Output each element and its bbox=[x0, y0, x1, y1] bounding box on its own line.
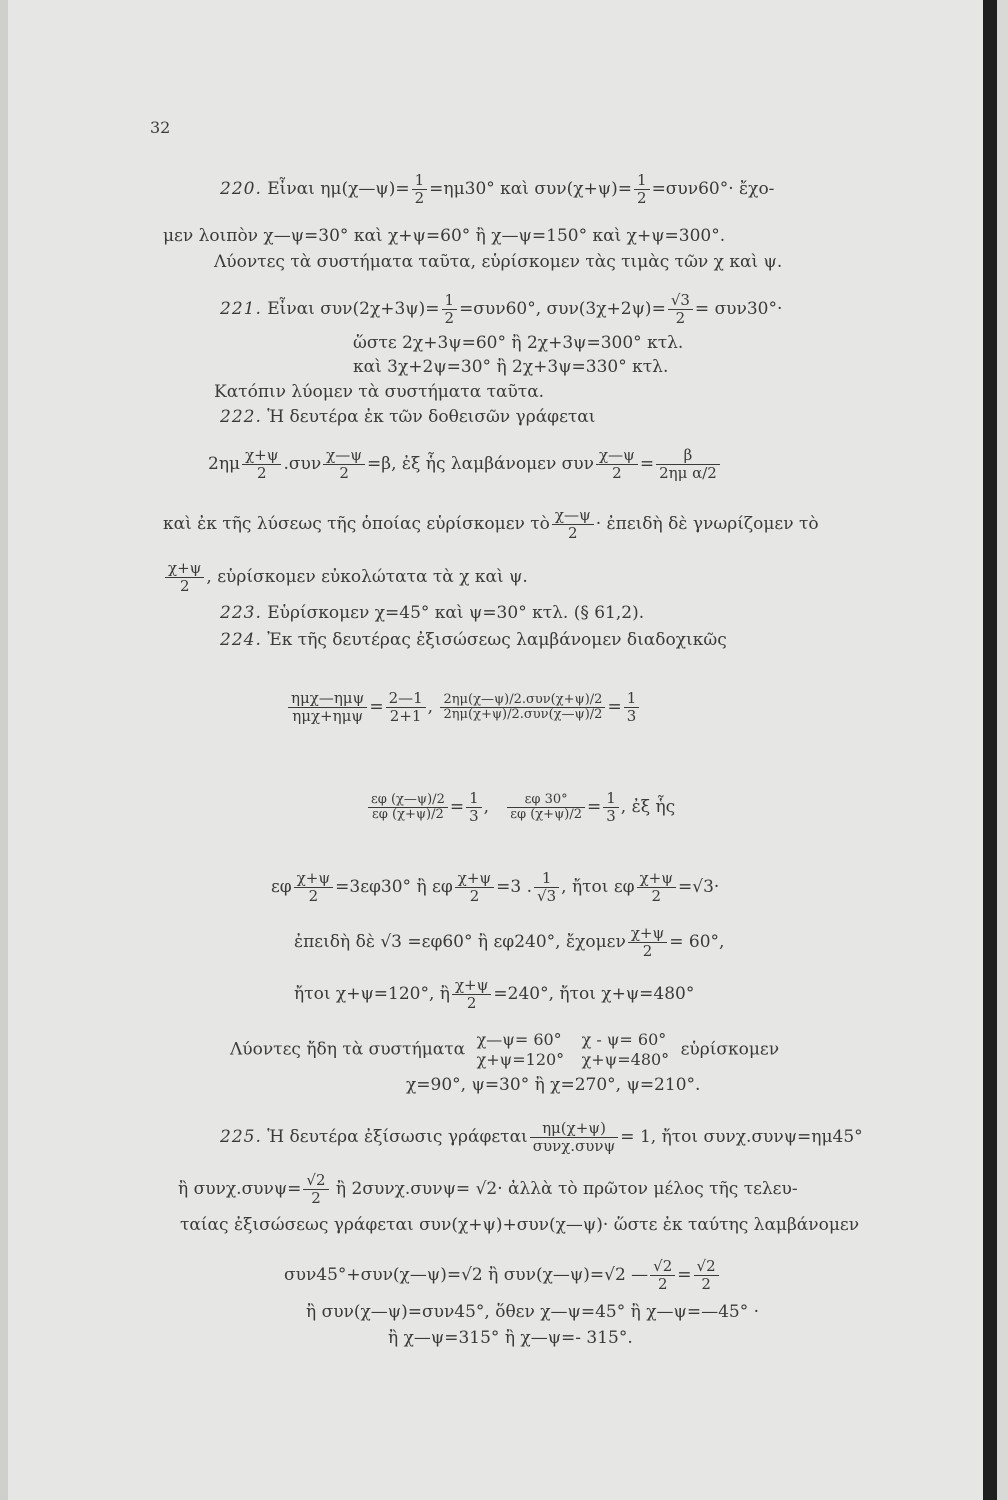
text: =β, ἐξ ἧς λαμβάνομεν συν bbox=[367, 454, 594, 474]
problem-220-line-1 bbox=[220, 172, 774, 207]
numerator: χ+ψ bbox=[455, 870, 494, 888]
problem-225-line-6: ἢ χ—ψ=315° ἢ χ—ψ=- 315°. bbox=[388, 1328, 633, 1348]
problem-225-line-5: ἢ συν(χ—ψ)=συν45°, ὅθεν χ—ψ=45° ἢ χ—ψ=—45° · bbox=[306, 1302, 760, 1322]
problem-224-result: χ=90°, ψ=30° ἢ χ=270°, ψ=210°. bbox=[406, 1075, 701, 1095]
numerator: χ+ψ bbox=[637, 870, 676, 888]
fraction bbox=[637, 870, 676, 905]
fraction bbox=[386, 690, 426, 725]
fraction bbox=[668, 292, 693, 327]
numerator: χ—ψ bbox=[323, 447, 365, 465]
fraction bbox=[624, 690, 640, 725]
page-number: 32 bbox=[150, 118, 171, 137]
book-page bbox=[8, 0, 997, 1500]
denominator: 2 bbox=[257, 464, 267, 482]
fraction bbox=[507, 793, 585, 822]
text: =συν60°· ἔχο- bbox=[651, 179, 775, 199]
text: ἢ 2συνχ.συνψ= √2· ἀλλὰ τὸ πρῶτον μέλος τῆς τελευ- bbox=[330, 1179, 798, 1199]
text: 2ημ bbox=[208, 454, 241, 474]
text: , ἐξ ἧς bbox=[620, 797, 676, 817]
equation: χ - ψ= 60° bbox=[581, 1030, 667, 1049]
text: = συν30°· bbox=[694, 299, 783, 319]
problem-221-line-1 bbox=[220, 292, 782, 327]
fraction bbox=[694, 1258, 719, 1293]
fraction bbox=[288, 690, 367, 725]
fraction bbox=[656, 447, 720, 482]
problem-224-equation-3 bbox=[271, 870, 719, 905]
numerator: 1 bbox=[466, 790, 482, 808]
fraction bbox=[634, 172, 650, 207]
problem-number: 224. bbox=[220, 630, 262, 650]
fraction bbox=[628, 925, 667, 960]
problem-221-line-2: ὥστε 2χ+3ψ=60° ἢ 2χ+3ψ=300° κτλ. bbox=[353, 333, 684, 353]
fraction bbox=[368, 793, 448, 822]
fraction bbox=[165, 560, 204, 595]
problem-number: 225. bbox=[220, 1127, 262, 1147]
text: Ἐκ τῆς δευτέρας ἐξισώσεως λαμβάνομεν διαδοχικῶς bbox=[267, 630, 727, 650]
problem-221-line-3: καὶ 3χ+2ψ=30° ἢ 2χ+3ψ=330° κτλ. bbox=[353, 357, 669, 377]
denominator: εφ (χ+ψ)/2 bbox=[510, 807, 582, 822]
problem-number: 220. bbox=[220, 179, 262, 199]
denominator: 2 bbox=[651, 887, 662, 905]
problem-225-line-2 bbox=[178, 1172, 798, 1207]
denominator: 2 bbox=[308, 887, 319, 905]
denominator: 3 bbox=[626, 707, 637, 725]
text: =3 . bbox=[496, 877, 533, 897]
text: ἤτοι χ+ψ=120°, ἢ bbox=[294, 984, 450, 1004]
text: = bbox=[449, 797, 465, 817]
equation-system bbox=[477, 1030, 565, 1070]
denominator: 2 bbox=[339, 464, 349, 482]
numerator: β bbox=[656, 447, 720, 465]
equation-system bbox=[582, 1030, 670, 1070]
numerator: χ+ψ bbox=[165, 560, 204, 578]
denominator: συνχ.συνψ bbox=[532, 1137, 616, 1155]
problem-220-line-3: Λύοντες τὰ συστήματα ταῦτα, εὑρίσκομεν τὰς τιμὰς τῶν χ καὶ ψ. bbox=[214, 252, 783, 272]
problem-222-line-3 bbox=[163, 507, 819, 542]
equation: χ+ψ=480° bbox=[581, 1050, 670, 1069]
numerator: 1 bbox=[624, 690, 640, 708]
denominator: 2 bbox=[444, 309, 455, 327]
fraction bbox=[412, 172, 428, 207]
text: =240°, ἤτοι χ+ψ=480° bbox=[493, 984, 695, 1004]
fraction bbox=[530, 1120, 619, 1155]
problem-222-line-4 bbox=[163, 560, 528, 595]
fraction bbox=[242, 447, 281, 482]
text: ἢ συνχ.συνψ= bbox=[178, 1179, 302, 1199]
problem-222-line-1 bbox=[220, 407, 595, 427]
numerator: ημ(χ+ψ) bbox=[530, 1120, 619, 1138]
denominator: 2 bbox=[657, 1275, 668, 1293]
text: , bbox=[427, 697, 434, 717]
text: = 1, ἤτοι συνχ.συνψ=ημ45° bbox=[620, 1127, 863, 1147]
numerator: χ+ψ bbox=[242, 447, 281, 465]
denominator: 2 bbox=[311, 1189, 321, 1207]
denominator: 2 bbox=[675, 309, 686, 327]
denominator: 2 bbox=[701, 1275, 711, 1293]
text: ἐπειδὴ δὲ √3 =εφ60° ἢ εφ240°, ἔχομεν bbox=[294, 932, 626, 952]
text: · ἐπειδὴ δὲ γνωρίζομεν τὸ bbox=[595, 514, 819, 534]
problem-225-line-1 bbox=[220, 1120, 863, 1155]
problem-224-systems bbox=[230, 1030, 779, 1070]
numerator: 1 bbox=[412, 172, 428, 190]
problem-224-equation-4 bbox=[294, 925, 724, 960]
fraction bbox=[303, 1172, 328, 1207]
fraction bbox=[552, 507, 594, 542]
problem-224-equation-5 bbox=[294, 977, 694, 1012]
problem-225-line-3: ταίας ἐξισώσεως γράφεται συν(χ+ψ)+συν(χ—ψ)· ὥστε ἐκ ταύτης λαμβάνομεν bbox=[180, 1215, 860, 1235]
fraction bbox=[455, 870, 494, 905]
fraction bbox=[534, 870, 559, 905]
text: Εἶναι συν(2χ+3ψ)= bbox=[267, 299, 440, 319]
fraction bbox=[650, 1258, 675, 1293]
numerator: εφ 30° bbox=[507, 793, 585, 808]
fraction bbox=[603, 790, 619, 825]
denominator: 2 bbox=[568, 524, 578, 542]
denominator: 2 bbox=[414, 189, 425, 207]
fraction bbox=[452, 977, 491, 1012]
text: = bbox=[369, 697, 384, 717]
problem-224-line-1 bbox=[220, 630, 727, 650]
numerator: 1 bbox=[534, 870, 559, 888]
problem-number: 221. bbox=[220, 299, 262, 319]
text: Ἡ δευτέρα ἐκ τῶν δοθεισῶν γράφεται bbox=[267, 407, 596, 427]
text: = bbox=[587, 797, 602, 817]
numerator: χ+ψ bbox=[294, 870, 333, 888]
denominator: 2 bbox=[637, 189, 647, 207]
text: =ημ30° καὶ συν(χ+ψ)= bbox=[429, 179, 633, 199]
problem-224-equation-1 bbox=[286, 690, 641, 725]
problem-220-line-2: μεν λοιπὸν χ—ψ=30° καὶ χ+ψ=60° ἢ χ—ψ=150° καὶ χ+ψ=300°. bbox=[163, 226, 726, 246]
problem-221-line-4: Κατόπιν λύομεν τὰ συστήματα ταῦτα. bbox=[214, 382, 545, 402]
numerator: √2 bbox=[650, 1258, 675, 1276]
denominator: ημχ+ημψ bbox=[292, 707, 364, 725]
fraction bbox=[323, 447, 365, 482]
fraction bbox=[440, 693, 605, 722]
denominator: 2ημ(χ+ψ)/2.συν(χ—ψ)/2 bbox=[443, 707, 603, 722]
text: καὶ ἐκ τῆς λύσεως τῆς ὁποίας εὑρίσκομεν τὸ bbox=[163, 514, 550, 534]
fraction bbox=[596, 447, 638, 482]
fraction bbox=[294, 870, 333, 905]
problem-number: 222. bbox=[220, 407, 262, 427]
numerator: 1 bbox=[634, 172, 650, 190]
denominator: 2ημ α/2 bbox=[659, 464, 717, 482]
denominator: 3 bbox=[469, 807, 479, 825]
text: .συν bbox=[283, 454, 322, 474]
page-edge bbox=[0, 0, 8, 1500]
text: =3εφ30° ἢ εφ bbox=[335, 877, 453, 897]
denominator: 2 bbox=[469, 887, 480, 905]
text: εὑρίσκομεν bbox=[680, 1039, 780, 1060]
text: Εὑρίσκομεν χ=45° καὶ ψ=30° κτλ. (§ 61,2). bbox=[267, 603, 645, 623]
equation: χ+ψ=120° bbox=[476, 1050, 565, 1069]
text: Εἶναι ημ(χ—ψ)= bbox=[267, 179, 410, 199]
problem-225-line-4 bbox=[284, 1258, 721, 1293]
text: Λύοντες ἤδη τὰ συστήματα bbox=[230, 1039, 466, 1060]
numerator: 2—1 bbox=[386, 690, 426, 708]
numerator: 1 bbox=[442, 292, 458, 310]
problem-222-equation bbox=[208, 447, 722, 482]
numerator: 2ημ(χ—ψ)/2.συν(χ+ψ)/2 bbox=[440, 693, 605, 708]
denominator: 3 bbox=[606, 807, 616, 825]
text: =συν60°, συν(3χ+2ψ)= bbox=[459, 299, 666, 319]
denominator: εφ (χ+ψ)/2 bbox=[372, 807, 444, 822]
numerator: χ—ψ bbox=[552, 507, 594, 525]
problem-223-line-1 bbox=[220, 603, 644, 623]
text: = bbox=[607, 697, 622, 717]
numerator: ημχ—ημψ bbox=[288, 690, 367, 708]
fraction bbox=[442, 292, 458, 327]
numerator: √2 bbox=[694, 1258, 719, 1276]
numerator: χ+ψ bbox=[452, 977, 491, 995]
denominator: √3 bbox=[537, 887, 557, 905]
text: = bbox=[677, 1265, 692, 1285]
text: , εὑρίσκομεν εὐκολώτατα τὰ χ καὶ ψ. bbox=[206, 567, 528, 587]
numerator: χ—ψ bbox=[596, 447, 638, 465]
text: = bbox=[639, 454, 655, 474]
problem-224-equation-2 bbox=[366, 790, 675, 825]
denominator: 2 bbox=[179, 577, 190, 595]
fraction bbox=[466, 790, 482, 825]
denominator: 2+1 bbox=[389, 707, 422, 725]
text: εφ bbox=[271, 877, 292, 897]
text: συν45°+συν(χ—ψ)=√2 ἢ συν(χ—ψ)=√2 — bbox=[284, 1265, 649, 1285]
denominator: 2 bbox=[642, 942, 653, 960]
denominator: 2 bbox=[466, 994, 477, 1012]
equation: χ—ψ= 60° bbox=[476, 1030, 562, 1049]
text: , ἤτοι εφ bbox=[561, 877, 635, 897]
text: , bbox=[483, 797, 490, 817]
text: =√3· bbox=[678, 877, 720, 897]
numerator: √3 bbox=[668, 292, 693, 310]
numerator: 1 bbox=[603, 790, 619, 808]
numerator: εφ (χ—ψ)/2 bbox=[368, 793, 448, 808]
denominator: 2 bbox=[612, 464, 622, 482]
numerator: χ+ψ bbox=[628, 925, 667, 943]
numerator: √2 bbox=[303, 1172, 328, 1190]
text: Ἡ δευτέρα ἐξίσωσις γράφεται bbox=[267, 1127, 528, 1147]
problem-number: 223. bbox=[220, 603, 262, 623]
text: = 60°, bbox=[669, 932, 725, 952]
